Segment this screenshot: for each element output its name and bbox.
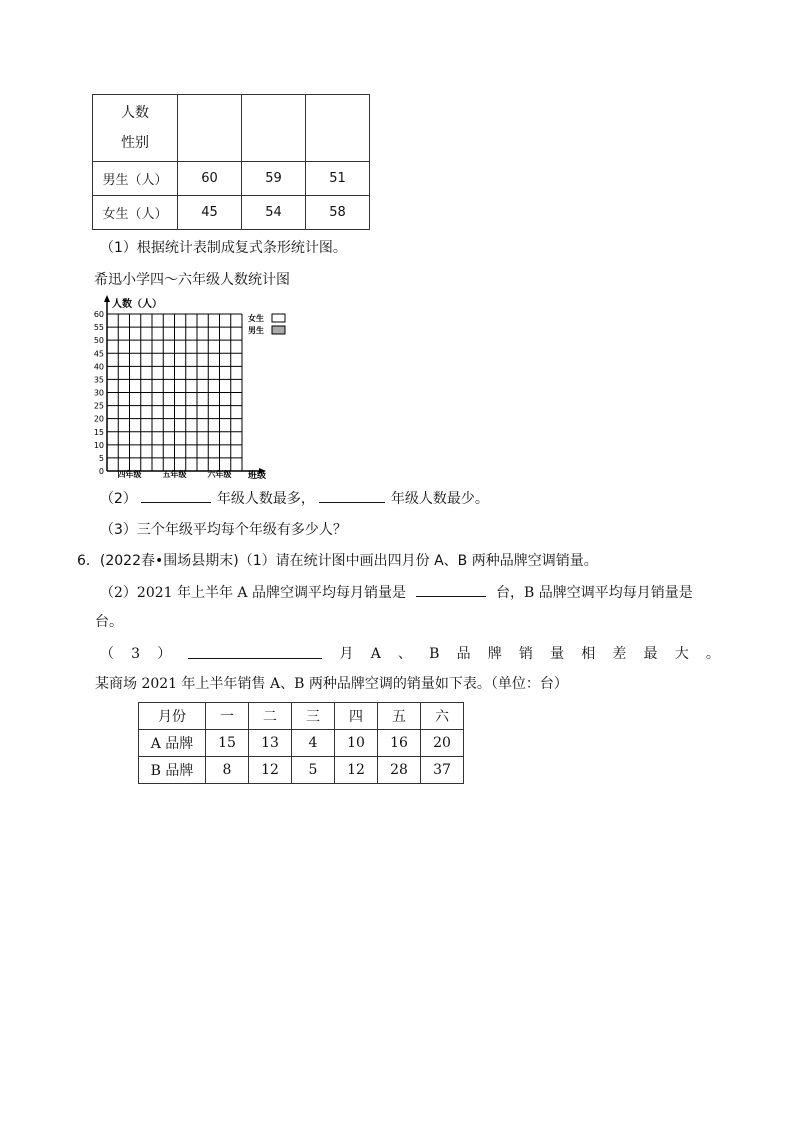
- grade-gender-table: [92, 94, 370, 230]
- answer-blank-a-avg[interactable]: [416, 582, 486, 597]
- bar-chart: [90, 293, 300, 483]
- y-axis-label: 人数（人）: [112, 299, 162, 310]
- table-header: 六: [421, 703, 464, 730]
- x-category-label: 五年级: [162, 470, 187, 479]
- q6-3-char: 大: [674, 646, 689, 662]
- y-tick-label: 45: [93, 349, 104, 359]
- x-category-label: 四年级: [117, 470, 142, 479]
- table-cell: 51: [306, 162, 370, 196]
- y-tick-label: 60: [93, 310, 104, 319]
- table-cell: 16: [378, 730, 421, 757]
- table-cell: 60: [178, 162, 242, 196]
- q5-2-prefix: （2）: [100, 491, 137, 507]
- answer-blank-most[interactable]: [141, 488, 211, 503]
- q6-2-prefix: （2）2021 年上半年 A 品牌空调平均每月销量是: [100, 585, 406, 601]
- empty-header-cell: [306, 95, 370, 162]
- table-cell: 4: [292, 730, 335, 757]
- empty-header-cell: [178, 95, 242, 162]
- question-5-2: [100, 488, 489, 509]
- y-tick-label: 35: [93, 375, 104, 385]
- legend-swatch-male: [272, 326, 285, 334]
- y-axis-arrow-icon: [104, 295, 110, 302]
- table-header: 一: [206, 703, 249, 730]
- y-tick-label: 20: [93, 414, 104, 424]
- table-cell: 54: [242, 196, 306, 230]
- q6-2-tail: 台。: [95, 614, 123, 630]
- q6-3-char: （: [100, 646, 114, 662]
- question-5-1: （1）根据统计表制成复式条形统计图。: [100, 240, 347, 256]
- table-cell: 37: [421, 757, 464, 784]
- q6-3-char: 月: [339, 646, 354, 662]
- question-6-2: [100, 582, 693, 603]
- q6-3-char: 差: [612, 646, 627, 662]
- q5-2-middle: 年级人数最多，: [216, 491, 315, 507]
- table-cell: 59: [242, 162, 306, 196]
- table-cell: 28: [378, 757, 421, 784]
- chart-title: 希迅小学四～六年级人数统计图: [94, 272, 290, 288]
- q6-3-char: 最: [643, 646, 658, 662]
- table-cell: 13: [249, 730, 292, 757]
- q6-3-char: 牌: [487, 646, 502, 662]
- header-cell: [93, 95, 178, 162]
- table-header: 二: [249, 703, 292, 730]
- q6-3-char: 3: [131, 646, 141, 662]
- y-tick-label: 15: [93, 427, 104, 437]
- answer-blank-least[interactable]: [319, 488, 385, 503]
- answer-blank-month[interactable]: [188, 644, 322, 659]
- table-header: 三: [292, 703, 335, 730]
- row-label: 女生（人）: [93, 196, 178, 230]
- row-label: B 品牌: [139, 757, 206, 784]
- table-cell: 12: [335, 757, 378, 784]
- q6-3-char: 销: [518, 646, 533, 662]
- q6-3-char: A: [370, 646, 381, 662]
- q6-3-char: 量: [550, 646, 565, 662]
- q6-3-char: ）: [157, 646, 172, 662]
- q6-3-char: 相: [581, 646, 596, 662]
- y-tick-label: 50: [93, 336, 104, 346]
- table-cell: 20: [421, 730, 464, 757]
- table-header: 五: [378, 703, 421, 730]
- row-label: 男生（人）: [93, 162, 178, 196]
- aircon-sales-table: [138, 702, 464, 784]
- header-bottom: 性别: [121, 135, 149, 151]
- chart-grid: [107, 314, 242, 471]
- question-6-context: 某商场 2021 年上半年销售 A、B 两种品牌空调的销量如下表。（单位：台）: [95, 676, 568, 692]
- question-6-3: [100, 644, 720, 664]
- q6-2-middle: 台，B 品牌空调平均每月销量是: [496, 585, 693, 601]
- q6-3-char: B: [429, 646, 440, 662]
- y-tick-label: 30: [93, 388, 104, 398]
- q6-3-char: 。: [705, 646, 720, 662]
- x-axis-label: 班级: [248, 471, 267, 481]
- table-cell: 8: [206, 757, 249, 784]
- y-tick-label: 10: [93, 440, 104, 450]
- q6-3-char: 、: [397, 646, 412, 662]
- row-label: A 品牌: [139, 730, 206, 757]
- y-tick-label: 25: [93, 401, 104, 411]
- question-5-3: （3）三个年级平均每个年级有多少人？: [100, 522, 347, 538]
- x-category-label: 六年级: [207, 470, 232, 479]
- question-6-1: 6．(2022春•围场县期末)（1）请在统计图中画出四月份 A、B 两种品牌空调销量。: [77, 553, 598, 569]
- legend-label-female: 女生: [248, 314, 264, 323]
- y-tick-label: 0: [98, 467, 104, 476]
- table-cell: 10: [335, 730, 378, 757]
- q5-2-suffix: 年级人数最少。: [390, 491, 489, 507]
- y-tick-label: 55: [93, 323, 104, 333]
- table-cell: 45: [178, 196, 242, 230]
- table-cell: 58: [306, 196, 370, 230]
- empty-header-cell: [242, 95, 306, 162]
- table-header: 月份: [139, 703, 206, 730]
- table-cell: 12: [249, 757, 292, 784]
- legend-label-male: 男生: [248, 326, 264, 335]
- table-header: 四: [335, 703, 378, 730]
- y-tick-label: 40: [93, 362, 104, 372]
- table-cell: 5: [292, 757, 335, 784]
- legend-swatch-female: [272, 314, 285, 322]
- q6-3-char: 品: [456, 646, 471, 662]
- chart-ticks: [94, 310, 104, 476]
- header-top: 人数: [121, 105, 149, 121]
- table-cell: 15: [206, 730, 249, 757]
- y-tick-label: 5: [98, 453, 104, 463]
